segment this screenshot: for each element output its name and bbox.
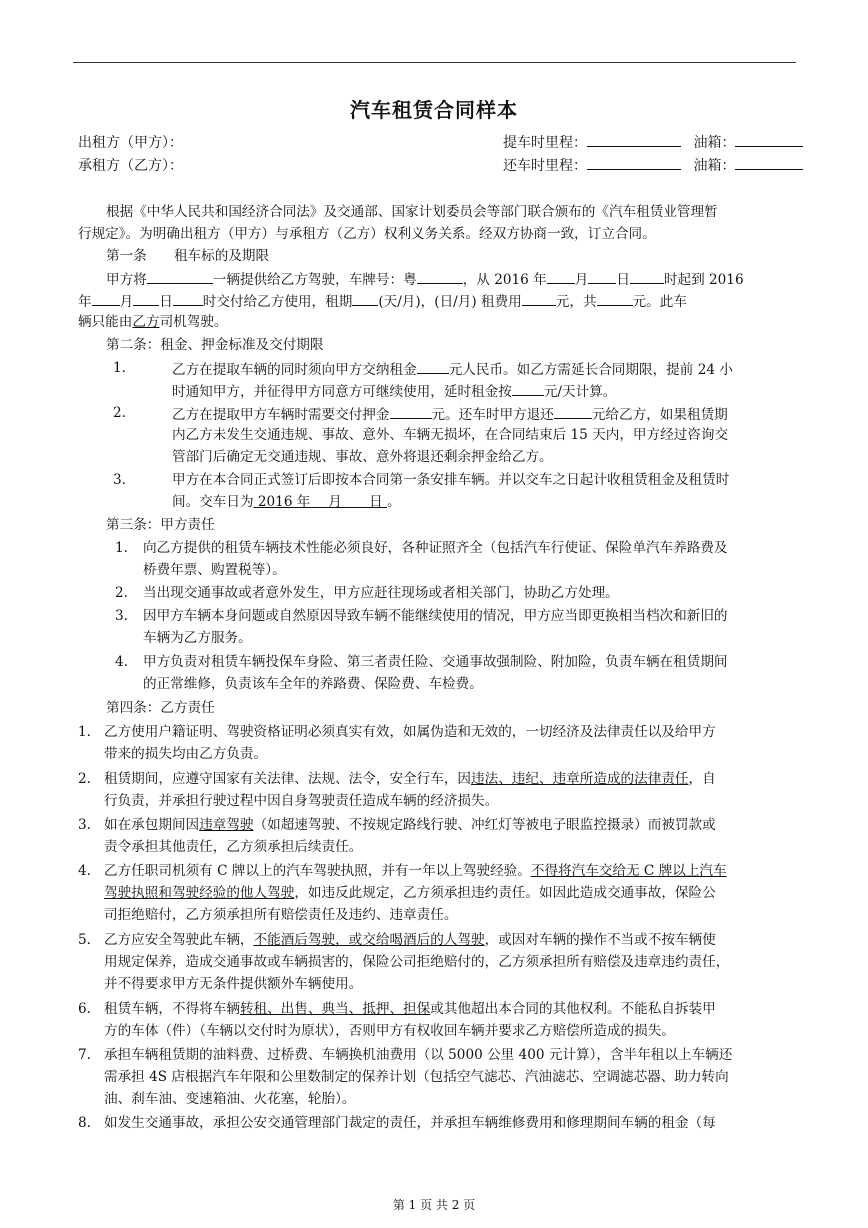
art3-line: 车辆为乙方服务。 bbox=[143, 630, 252, 646]
art3-item-number: 1. bbox=[115, 540, 128, 556]
art4-item-number: 1. bbox=[78, 724, 91, 740]
art4-line bbox=[104, 884, 716, 902]
art3-item-number: 4. bbox=[115, 654, 128, 670]
start-month-field[interactable] bbox=[547, 269, 575, 284]
art4-item-number: 3. bbox=[78, 817, 91, 833]
art2-text: 。 bbox=[387, 494, 401, 510]
art4-text: （如超速驾驶、不按规定路线行驶、冲红灯等被电子眼监控摄录）而被罚款或 bbox=[253, 817, 716, 833]
art1-text: 一辆提供给乙方驾驶，车牌号：粤 bbox=[212, 272, 417, 288]
art2-text: 乙方在提取甲方车辆时需要交付押金 bbox=[172, 407, 390, 423]
art3-line: 桥费年票、购置税等）。 bbox=[143, 562, 286, 578]
art4-line: 油、刹车油、变速箱油、火花塞，轮胎）。 bbox=[104, 1091, 356, 1107]
art1-line-3 bbox=[78, 313, 228, 331]
art4-underlined: 转租、出售、典当、抵押、担保 bbox=[239, 1001, 431, 1017]
end-month-field[interactable] bbox=[92, 291, 120, 306]
art2-text: 元给乙方，如果租赁期 bbox=[591, 407, 728, 423]
art4-line: 承担车辆租赁期的油料费、过桥费、车辆换机油费用（以 5000 公里 400 元计算），含半年租以上车辆还 bbox=[104, 1047, 733, 1063]
rent-total-field[interactable] bbox=[597, 291, 633, 306]
art1-text: 日 bbox=[616, 272, 630, 288]
art2-text: 元人民币。如乙方需延长合同期限，提前 24 小 bbox=[448, 362, 733, 378]
art2-text: 乙方在提取车辆的同时须向甲方交纳租金 bbox=[172, 362, 417, 378]
art4-line: 用规定保养，造成交通事故或车辆损害的，保险公司拒绝赔付的，乙方须承担所有赔偿及违章违约责任， bbox=[104, 954, 730, 970]
deposit-field[interactable] bbox=[390, 404, 432, 419]
art4-text: ，或因对车辆的操作不当或不按车辆使 bbox=[484, 932, 716, 948]
art3-item-number: 3. bbox=[115, 608, 128, 624]
art4-line: 司拒绝赔付，乙方须承担所有赔偿责任及违约、违章责任。 bbox=[104, 907, 458, 923]
pickup-fuel-label: 油箱： bbox=[693, 135, 736, 151]
art4-heading: 第四条：乙方责任 bbox=[106, 700, 215, 716]
art4-line: 带来的损失均由乙方负责。 bbox=[104, 746, 268, 762]
pickup-fuel-field[interactable] bbox=[735, 132, 803, 147]
art1-heading: 第一条 租车标的及期限 bbox=[106, 248, 270, 264]
art4-item-number: 7. bbox=[78, 1047, 91, 1063]
art4-item-number: 5. bbox=[78, 932, 91, 948]
page-title: 汽车租赁合同样本 bbox=[350, 98, 518, 122]
art4-item-number: 2. bbox=[78, 771, 91, 787]
art2-item-3-line-1: 甲方在本合同正式签订后即按本合同第一条安排车辆。并以交车之日起计收租赁租金及租赁时 bbox=[172, 472, 730, 488]
return-mileage-label: 还车时里程： bbox=[503, 158, 587, 174]
return-fuel-field[interactable] bbox=[735, 155, 803, 170]
lessee-label: 承租方（乙方）： bbox=[78, 158, 183, 174]
art1-text: 月 bbox=[119, 294, 134, 310]
art4-text: 如在承包期间因 bbox=[104, 817, 200, 833]
art1-text: 元，共 bbox=[555, 294, 597, 310]
art1-text: ，从 2016 年 bbox=[462, 272, 547, 288]
art4-underlined: 违章驾驶 bbox=[199, 817, 254, 833]
art4-line: 行负责，并承担行驶过程中因自身驾驶责任造成车辆的经济损失。 bbox=[104, 793, 499, 809]
art3-line: 的正常维修，负责该车全年的养路费、保险费、车检费。 bbox=[143, 676, 483, 692]
pickup-mileage-field[interactable] bbox=[587, 132, 681, 147]
art4-underlined: 不得将汽车交给无 C 牌以上汽车 bbox=[530, 863, 727, 879]
art3-line: 甲方负责对租赁车辆投保车身险、第三者责任险、交通事故强制险、附加险，负责车辆在租赁期间 bbox=[143, 654, 728, 670]
pickup-mileage-label: 提车时里程： bbox=[503, 135, 587, 151]
art1-line-1 bbox=[106, 269, 744, 289]
art4-item-number: 6. bbox=[78, 1001, 91, 1017]
art4-text: 租赁车辆，不得将车辆 bbox=[104, 1001, 240, 1017]
art1-text: 时交付给乙方使用，租期 bbox=[202, 294, 353, 310]
art1-text: 日 bbox=[159, 294, 173, 310]
art2-item-number: 2. bbox=[113, 405, 126, 421]
end-hour-field[interactable] bbox=[173, 291, 203, 306]
art3-heading: 第三条：甲方责任 bbox=[106, 517, 215, 533]
return-fuel-label: 油箱： bbox=[693, 158, 736, 174]
art2-text: 间。交车日为 bbox=[172, 494, 254, 510]
header-rule bbox=[73, 62, 796, 63]
rent-amount-field[interactable] bbox=[417, 359, 449, 374]
art4-line: 责令承担其他责任，乙方须承担后续责任。 bbox=[104, 839, 363, 855]
art2-item-1-line-1 bbox=[172, 359, 733, 379]
end-day-field[interactable] bbox=[133, 291, 159, 306]
art4-line: 如发生交通事故，承担公安交通管理部门裁定的责任，并承担车辆维修费用和修理期间车辆的租金（每 bbox=[104, 1115, 716, 1131]
art1-text: 司机驾驶。 bbox=[159, 314, 228, 330]
art1-text: 辆只能由 bbox=[78, 314, 133, 330]
start-hour-field[interactable] bbox=[630, 269, 664, 284]
art1-text: 甲方将 bbox=[106, 272, 147, 288]
art4-underlined: 违法、违纪、违章所造成的法律责任 bbox=[471, 771, 689, 787]
term-field[interactable] bbox=[352, 291, 378, 306]
art1-text: 时起到 2016 bbox=[663, 272, 744, 288]
art2-item-number: 1. bbox=[113, 360, 126, 376]
art4-line: 乙方使用户籍证明、驾驶资格证明必须真实有效，如属伪造和无效的，一切经济及法律责任以及给甲方 bbox=[104, 724, 716, 740]
start-day-field[interactable] bbox=[588, 269, 616, 284]
art4-text: ，如违反此规定，乙方须承担违约责任。如因此造成交通事故，保险公 bbox=[294, 885, 716, 901]
art3-line: 当出现交通事故或者意外发生，甲方应赶往现场或者相关部门，协助乙方处理。 bbox=[143, 585, 619, 601]
art2-text: 元/天计算。 bbox=[543, 384, 617, 400]
refund-field[interactable] bbox=[554, 404, 592, 419]
rent-rate-field[interactable] bbox=[522, 291, 556, 306]
car-model-field[interactable] bbox=[147, 269, 213, 284]
art3-item-number: 2. bbox=[115, 585, 128, 601]
return-mileage-row bbox=[503, 155, 803, 175]
art4-line: 方的车体（件）（车辆以交付时为原状），否则甲方有权收回车辆并要求乙方赔偿所造成的损失。 bbox=[104, 1023, 675, 1039]
art4-text: 乙方任职司机须有 C 牌以上的汽车驾驶执照，并有一年以上驾驶经验。 bbox=[104, 863, 531, 879]
art2-item-2-line-2: 内乙方未发生交通违规、事故、意外、车辆无损坏，在合同结束后 15 天内，甲方经过咨询交 bbox=[172, 427, 729, 443]
art4-line bbox=[104, 770, 716, 788]
art4-underlined: 驾驶执照和驾驶经验的他人驾驶 bbox=[104, 885, 295, 901]
art4-line bbox=[104, 816, 716, 834]
art1-text: 月 bbox=[574, 272, 589, 288]
return-mileage-field[interactable] bbox=[587, 155, 681, 170]
page-footer: 第 1 页 共 2 页 bbox=[392, 1198, 476, 1212]
plate-field[interactable] bbox=[417, 269, 463, 284]
art2-item-2-line-3: 管部门后确定无交通违规、事故、意外将退还剩余押金给乙方。 bbox=[172, 449, 553, 465]
art4-line bbox=[104, 931, 716, 949]
delivery-date: 2016 年 月 日 bbox=[253, 494, 388, 510]
driver-party: 乙方 bbox=[132, 314, 160, 330]
art4-text: 或其他超出本合同的其他权利。不能私自拆装甲 bbox=[430, 1001, 716, 1017]
art4-text: 乙方应安全驾驶此车辆， bbox=[104, 932, 254, 948]
art4-line bbox=[104, 1000, 716, 1018]
art3-line: 向乙方提供的租赁车辆技术性能必须良好，各种证照齐全（包括汽车行使证、保险单汽车养路费及 bbox=[143, 540, 728, 556]
art2-item-1-line-2 bbox=[172, 381, 616, 401]
overtime-rate-field[interactable] bbox=[512, 381, 544, 396]
art4-item-number: 4. bbox=[78, 863, 91, 879]
pickup-mileage-row bbox=[503, 132, 803, 152]
art1-text: 元。此车 bbox=[632, 294, 687, 310]
art2-text: 时通知甲方，并征得甲方同意方可继续使用，延时租金按 bbox=[172, 384, 512, 400]
art2-heading: 第二条：租金、押金标准及交付期限 bbox=[106, 337, 324, 353]
art2-item-number: 3. bbox=[113, 472, 126, 488]
art2-item-2-line-1 bbox=[172, 404, 728, 424]
art4-item-number: 8. bbox=[78, 1115, 91, 1131]
art4-line bbox=[104, 862, 727, 880]
preamble-line-2: 行规定》。为明确出租方（甲方）与承租方（乙方）权利义务关系。经双方协商一致，订立合同。 bbox=[78, 226, 656, 242]
preamble-line-1: 根据《中华人民共和国经济合同法》及交通部、国家计划委员会等部门联合颁布的《汽车租赁业管理暂 bbox=[106, 204, 718, 220]
art4-line: 并不得要求甲方无条件提供额外车辆使用。 bbox=[104, 976, 363, 992]
art1-line-2 bbox=[78, 291, 687, 311]
art4-line: 需承担 4S 店根据汽车年限和公里数制定的保养计划（包括空气滤芯、汽油滤芯、空调滤芯器、助力转向 bbox=[104, 1069, 729, 1085]
art4-underlined: 不能酒后驾驶，或交给喝酒后的人驾驶 bbox=[253, 932, 485, 948]
art2-item-3-line-2 bbox=[172, 493, 401, 511]
art1-text: 年 bbox=[78, 294, 92, 310]
art3-line: 因甲方车辆本身问题或自然原因导致车辆不能继续使用的情况，甲方应当即更换相当档次和新旧的 bbox=[143, 608, 728, 624]
art4-text: ，自 bbox=[688, 771, 716, 787]
lessor-label: 出租方（甲方）： bbox=[78, 135, 183, 151]
art1-text: (天/月)，(日/月) 租费用 bbox=[378, 294, 522, 310]
art2-text: 元。还车时甲方退还 bbox=[431, 407, 554, 423]
art4-text: 租赁期间，应遵守国家有关法律、法规、法令，安全行车，因 bbox=[104, 771, 472, 787]
